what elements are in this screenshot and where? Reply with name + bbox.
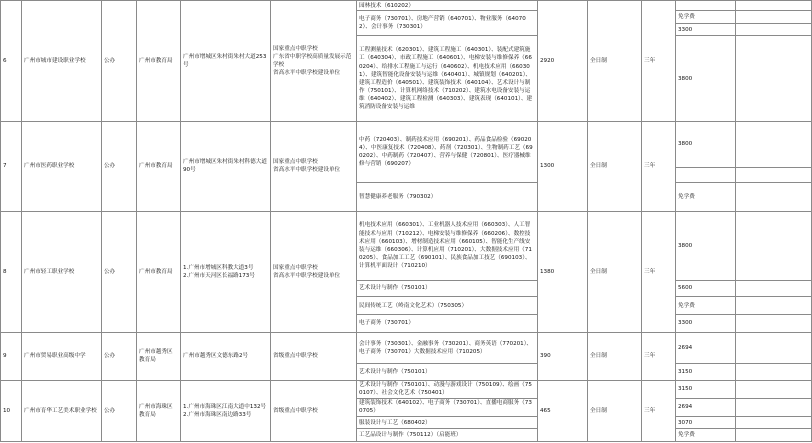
tuition-fee <box>676 167 736 182</box>
row-number: 10 <box>1 380 22 441</box>
major-list: 工艺品设计与制作（750112）（启能班） <box>357 429 538 442</box>
study-mode: 全日制 <box>588 1 642 122</box>
blank-cell <box>736 315 812 333</box>
tuition-fee: 3300 <box>676 315 736 333</box>
blank-cell <box>736 23 812 36</box>
blank-cell <box>736 416 812 429</box>
study-years: 三年 <box>642 211 676 332</box>
study-mode: 全日制 <box>588 332 642 380</box>
study-years: 三年 <box>642 380 676 441</box>
blank-cell <box>736 332 812 363</box>
major-list: 机电技术应用（660301）、工业机器人技术应用（660303）、人工智能技术与应用（710212）、电梯安装与维修保养（660206）、数控技术应用（660103）、增材制造技术应用（660105）、智能化生产线安装与运维（660306）、计算机应用（710201）、大数据技术应用（710205）、食品加工工艺（690101）、民族食品加工技艺（690103）、计算机平面设计（710210） <box>357 211 538 280</box>
tuition-fee: 免学费 <box>676 297 736 315</box>
tuition-fee: 免学费 <box>676 182 736 211</box>
blank-cell <box>736 211 812 280</box>
major-list: 建筑装饰技术（640102）、电子商务（730701）、直播电商服务（730705） <box>357 398 538 416</box>
row-number: 9 <box>1 332 22 380</box>
blank-cell <box>736 429 812 442</box>
blank-cell <box>736 182 812 211</box>
blank-cell <box>736 398 812 416</box>
school-department: 广州市海珠区教育局 <box>137 380 181 441</box>
school-department: 广州市教育局 <box>137 211 181 332</box>
table-row <box>1 1 812 11</box>
tuition-fee: 3800 <box>676 122 736 168</box>
school-nature: 公办 <box>102 380 137 441</box>
major-list: 电子商务（730701） <box>357 315 538 333</box>
enrollment-plan: 2920 <box>538 1 588 122</box>
major-list: 艺术设计与制作（750101） <box>357 280 538 297</box>
school-level: 省级重点中职学校 <box>271 380 357 441</box>
school-nature: 公办 <box>102 332 137 380</box>
school-name: 广州市轻工职业学校 <box>22 211 102 332</box>
school-address: 广州市增城区朱村街朱村科德大道90号 <box>181 122 271 212</box>
major-list: 艺术设计与制作（750101）、动漫与游戏设计（750109）、绘画（750107）、社会文化艺术（750401） <box>357 380 538 398</box>
major-list: 中药（720403）、制药技术应用（690201）、药品食品检验（690204）、中医康复技术（720408）、药剂（720301）、生物制药工艺（690202）、中药制药（720407）、营养与保健（720801）、医疗器械维修与营销（690207） <box>357 122 538 183</box>
school-level: 国家重点中职学校 广东省中职学校高质量发展示范学校 省高水平中职学校建设单位 <box>271 1 357 122</box>
school-address: 广州市越秀区文德东路2号 <box>181 332 271 380</box>
row-number: 6 <box>1 1 22 122</box>
study-mode: 全日制 <box>588 211 642 332</box>
blank-cell <box>736 36 812 122</box>
tuition-fee: 3800 <box>676 211 736 280</box>
blank-cell <box>736 380 812 398</box>
school-level: 国家重点中职学校 省高水平中职学校建设单位 <box>271 122 357 212</box>
study-years: 三年 <box>642 332 676 380</box>
major-list: 服装设计与工艺（680402） <box>357 416 538 429</box>
tuition-fee: 3070 <box>676 416 736 429</box>
major-list: 电子商务（730701）、房地产营销（640701）、物业服务（640702）、会计事务（730301） <box>357 11 538 36</box>
school-level: 国家重点中职学校 省高水平中职学校建设单位 <box>271 211 357 332</box>
school-name: 广州市贸易职业高级中学 <box>22 332 102 380</box>
school-name: 广州市医药职业学校 <box>22 122 102 212</box>
table-row <box>1 380 812 398</box>
row-number: 8 <box>1 211 22 332</box>
school-nature: 公办 <box>102 122 137 212</box>
major-list: 艺术设计与制作（750101） <box>357 364 538 381</box>
tuition-fee: 3300 <box>676 23 736 36</box>
tuition-fee: 2694 <box>676 332 736 363</box>
school-nature: 公办 <box>102 1 137 122</box>
enrollment-plan: 1380 <box>538 211 588 332</box>
major-list: 工程测量技术（620301）、建筑工程施工（640301）、装配式建筑施工（640304）、市政工程施工（640601）、电梯安装与维修保养（660204）、给排水工程施工与运行（640602）、机电技术应用（660301）、建筑智能化设备安装与运维（640401）、城镇规划（640201）、建筑工程造价（640501）、建筑装饰技术（640104）、艺术设计与制作（750101）、计算机网络技术（710202）、建筑水电设备安装与运维（640402）、建筑工程检测（640303）、建筑表现（640101）、建筑消防设备安装与运维 <box>357 36 538 122</box>
tuition-fee: 免学费 <box>676 11 736 24</box>
school-address: 广州市增城区朱村街朱村大道253号 <box>181 1 271 122</box>
study-years: 三年 <box>642 1 676 122</box>
table-row <box>1 332 812 363</box>
tuition-fee: 3150 <box>676 380 736 398</box>
enrollment-plan: 465 <box>538 380 588 441</box>
tuition-fee: 5600 <box>676 280 736 297</box>
tuition-fee: 3150 <box>676 364 736 381</box>
school-department: 广州市教育局 <box>137 122 181 212</box>
major-list: 智慧健康养老服务（790302） <box>357 182 538 211</box>
table-row <box>1 122 812 168</box>
school-department: 广州市越秀区教育局 <box>137 332 181 380</box>
major-list: 民间传统工艺（岭南文化艺术）（750305） <box>357 297 538 315</box>
tuition-fee: 2694 <box>676 398 736 416</box>
study-mode: 全日制 <box>588 122 642 212</box>
blank-cell <box>736 1 812 11</box>
school-name: 广州市城市建设职业学校 <box>22 1 102 122</box>
school-name: 广州市育华工艺美术职业学校 <box>22 380 102 441</box>
blank-cell <box>736 11 812 24</box>
enrollment-plan: 390 <box>538 332 588 380</box>
enrollment-plan: 1300 <box>538 122 588 212</box>
study-mode: 全日制 <box>588 380 642 441</box>
school-department: 广州市教育局 <box>137 1 181 122</box>
row-number: 7 <box>1 122 22 212</box>
tuition-fee: 3800 <box>676 36 736 122</box>
blank-cell <box>736 280 812 297</box>
tuition-fee: 免学费 <box>676 429 736 442</box>
school-address: 1.广州市海珠区江南大道中132号 2.广州市海珠区南边路33号 <box>181 380 271 441</box>
blank-cell <box>736 364 812 381</box>
tuition-fee <box>676 1 736 11</box>
school-level: 省级重点中职学校 <box>271 332 357 380</box>
major-list: 会计事务（730301）、金融事务（730201）、商务英语（770201）、电子商务（730701）大数据技术应用（710205） <box>357 332 538 363</box>
school-nature: 公办 <box>102 211 137 332</box>
table-row <box>1 211 812 280</box>
blank-cell <box>736 167 812 182</box>
school-address: 1.广州市增城区科教大道3号 2.广州市天河区长福路173号 <box>181 211 271 332</box>
study-years: 三年 <box>642 122 676 212</box>
blank-cell <box>736 297 812 315</box>
major-list: 园林技术（610202） <box>357 1 538 11</box>
blank-cell <box>736 122 812 168</box>
